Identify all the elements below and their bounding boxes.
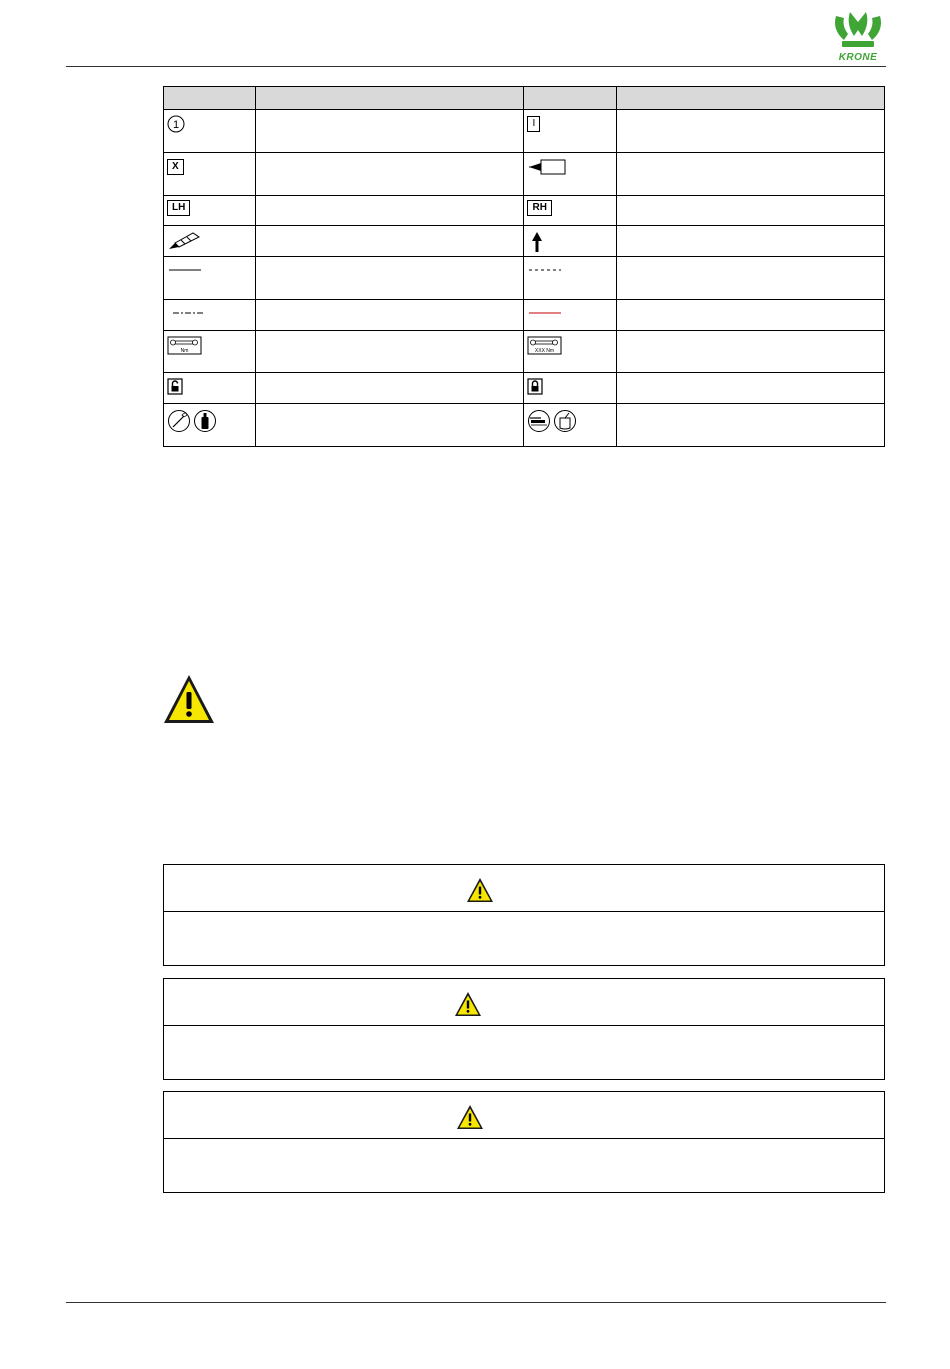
description-cell	[616, 110, 884, 153]
table-row	[164, 110, 885, 153]
table-row	[164, 257, 885, 300]
symbol-cell	[524, 226, 616, 257]
boxed-x-icon: X	[167, 159, 184, 175]
unlocked-padlock-icon	[167, 378, 185, 396]
description-cell	[256, 196, 524, 226]
symbol-cell	[164, 110, 256, 153]
table-header-cell	[524, 87, 616, 110]
symbol-cell	[164, 226, 256, 257]
red-line-icon	[527, 305, 563, 317]
symbol-cell	[524, 110, 616, 153]
notice-body	[164, 1139, 884, 1192]
table-row	[164, 226, 885, 257]
notice-body	[164, 912, 884, 965]
safety-notice-box	[163, 978, 885, 1080]
description-cell	[616, 404, 884, 447]
description-cell	[256, 257, 524, 300]
symbol-cell	[524, 404, 616, 447]
solid-line-icon	[167, 262, 203, 274]
symbol-cell	[164, 300, 256, 331]
krone-logo	[830, 8, 886, 64]
warning-triangle-icon	[454, 991, 482, 1017]
lubricant-spray-icon	[167, 409, 221, 433]
notice-header	[164, 865, 884, 912]
description-cell	[256, 404, 524, 447]
symbol-cell	[524, 153, 616, 196]
boxed-roman-one-icon: I	[527, 116, 540, 132]
warning-triangle-icon	[456, 1104, 484, 1130]
rh-box-icon: RH	[527, 200, 551, 216]
table-header-row	[164, 87, 885, 110]
description-cell	[256, 226, 524, 257]
dash-dot-line-icon	[167, 305, 207, 317]
table-row	[164, 153, 885, 196]
symbol-cell	[524, 300, 616, 331]
krone-crown-icon	[830, 8, 886, 52]
footer-divider	[66, 1302, 886, 1303]
symbol-cell	[524, 373, 616, 404]
description-cell	[616, 196, 884, 226]
notice-header	[164, 1092, 884, 1139]
symbol-legend-table	[163, 86, 885, 447]
svg-text:Nm: Nm	[180, 348, 189, 354]
header-divider	[66, 66, 886, 67]
description-cell	[616, 331, 884, 373]
symbol-cell	[164, 331, 256, 373]
description-cell	[256, 373, 524, 404]
table-row	[164, 373, 885, 404]
circled-number-icon	[167, 115, 185, 133]
grease-oil-can-icon	[527, 409, 581, 433]
pencil-icon	[167, 231, 201, 251]
symbol-cell	[164, 404, 256, 447]
table-row	[164, 196, 885, 226]
symbol-cell	[164, 196, 256, 226]
description-cell	[256, 331, 524, 373]
torque-wrench-xxx-nm-icon	[527, 336, 563, 356]
symbol-cell	[164, 153, 256, 196]
svg-text:XXX Nm: XXX Nm	[535, 348, 555, 354]
safety-notice-box	[163, 1091, 885, 1193]
notice-header	[164, 979, 884, 1026]
lh-box-icon: LH	[167, 200, 190, 216]
symbol-cell	[164, 257, 256, 300]
krone-logo-text: KRONE	[838, 52, 878, 63]
symbol-cell	[164, 373, 256, 404]
table-row	[164, 331, 885, 373]
safety-notice-box	[163, 864, 885, 966]
description-cell	[616, 153, 884, 196]
table-header-cell	[256, 87, 524, 110]
description-cell	[256, 300, 524, 331]
table-header-cell	[616, 87, 884, 110]
notice-body	[164, 1026, 884, 1079]
warning-triangle-icon	[162, 673, 216, 725]
symbol-cell	[524, 196, 616, 226]
warning-triangle-icon	[466, 877, 494, 903]
symbol-cell	[524, 257, 616, 300]
symbol-cell	[524, 331, 616, 373]
svg-text:1: 1	[172, 119, 180, 131]
table-header-cell	[164, 87, 256, 110]
description-cell	[616, 373, 884, 404]
description-cell	[616, 257, 884, 300]
description-cell	[616, 300, 884, 331]
dashed-line-icon	[527, 262, 563, 274]
up-arrow-icon	[527, 231, 547, 253]
locked-padlock-icon	[527, 378, 545, 396]
torque-wrench-nm-icon	[167, 336, 203, 356]
description-cell	[256, 153, 524, 196]
table-row	[164, 404, 885, 447]
description-cell	[616, 226, 884, 257]
description-cell	[256, 110, 524, 153]
table-row	[164, 300, 885, 331]
arrow-to-box-icon	[527, 158, 567, 176]
